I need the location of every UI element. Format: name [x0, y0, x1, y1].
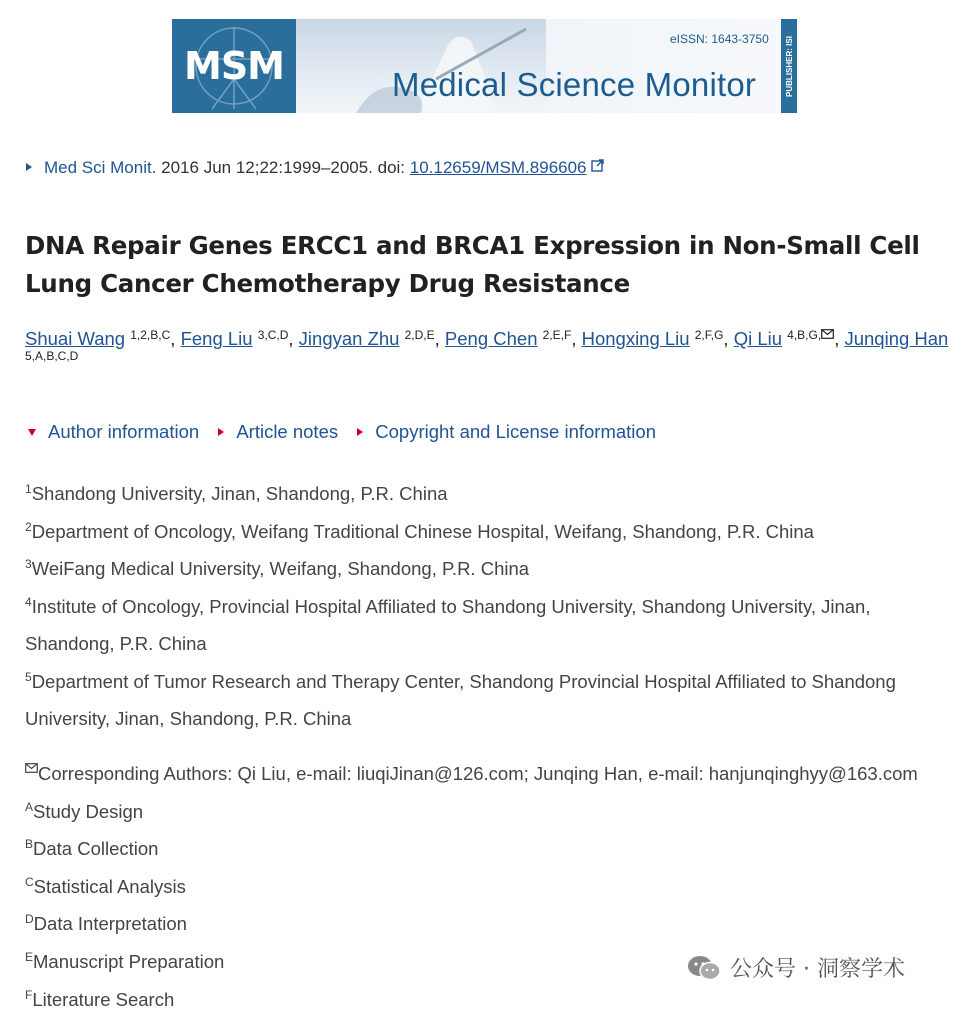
contribution-item: $^C$Statistical Analysis [25, 874, 186, 897]
contribution-item: $^D$Data Interpretation [25, 912, 187, 935]
contribution-item: $^F$Literature Search [25, 987, 175, 1010]
article-notes-toggle[interactable]: Article notes [218, 421, 338, 442]
journal-banner [172, 19, 797, 113]
author-link[interactable]: Junqing Han [844, 328, 949, 349]
triangle-down-icon [28, 429, 36, 436]
author-affiliation-sup: 1,2,B,C [130, 328, 171, 342]
affiliation-item: $^2$Department of Oncology, Weifang Traditional Chinese Hospital, Weifang, Shandong, P.R. China [25, 519, 814, 542]
issn-label: eISSN: 1643-3750 [670, 32, 769, 46]
triangle-right-icon [218, 428, 224, 436]
copyright-toggle[interactable]: Copyright and License information [357, 421, 656, 442]
affiliation-item: $^1$Shandong University, Jinan, Shandong, P.R. China [25, 482, 448, 504]
envelope-icon [25, 762, 38, 776]
author-link[interactable]: Shuai Wang [25, 328, 126, 349]
author-link[interactable]: Peng Chen [444, 328, 538, 349]
author-link[interactable]: Jingyan Zhu [298, 328, 400, 349]
affiliation-list [25, 475, 925, 738]
author-information-toggle[interactable]: Author information [28, 421, 199, 442]
author-link[interactable]: Qi Liu [733, 328, 783, 349]
publisher-strip: PUBLISHER: ISI [781, 19, 797, 113]
external-link-icon[interactable] [591, 157, 604, 177]
author-link[interactable]: Feng Liu [180, 328, 253, 349]
author-affiliation-sup: 5,A,B,C,D [25, 349, 79, 363]
envelope-icon[interactable] [821, 329, 834, 339]
author-link[interactable]: Hongxing Liu [581, 328, 690, 349]
triangle-right-icon [26, 163, 32, 171]
wechat-watermark: 公众号 · 洞察学术 [686, 952, 905, 983]
author-affiliation-sup: 4,B,G, [787, 328, 834, 342]
triangle-right-icon [357, 428, 363, 436]
affiliation-item: $^4$Institute of Oncology, Provincial Hospital Affiliated to Shandong University, Shandong University, Jinan, Shandong, P.R. China [25, 594, 871, 654]
doi-link[interactable]: 10.12659/MSM.896606 [409, 158, 587, 177]
wechat-icon [686, 954, 722, 982]
contribution-item: $^A$Study Design [25, 799, 144, 822]
affiliation-item: $^5$Department of Tumor Research and Therapy Center, Shandong Provincial Hospital Affiliated to Shandong University, Jinan, Shandong, P.R. China [25, 669, 896, 729]
citation-line [26, 158, 604, 178]
author-affiliation-sup: 2,E,F [542, 328, 572, 342]
author-list: Shuai Wang $^{1,2,B,C}$, Feng Liu $^{3,C,D}$, Jingyan Zhu $^{2,D,E}$, Peng Chen $^{2,E,F}$, Hongxing Liu $^{2,F,G}$, Qi Liu $^{4,B,G,}$ , Junqing Han 5,A,B,C,D [25, 324, 960, 366]
citation-details: . 2016 Jun 12;22:1999–2005. doi: [151, 158, 410, 177]
contribution-item: $^E$Manuscript Preparation [25, 949, 225, 972]
corresponding-authors: Corresponding Authors: Qi Liu, e-mail: liuqiJinan@126.com; Junqing Han, e-mail: hanjunqinghyy@163.com [25, 755, 965, 793]
author-affiliation-sup: 2,D,E [404, 328, 435, 342]
article-title: DNA Repair Genes ERCC1 and BRCA1 Expression in Non-Small Cell Lung Cancer Chemotherapy Drug Resistance [25, 231, 920, 298]
journal-link[interactable]: Med Sci Monit [44, 158, 152, 177]
article-info-links [28, 421, 670, 443]
affiliation-item: $^3$WeiFang Medical University, Weifang, Shandong, P.R. China [25, 557, 530, 579]
journal-name: Medical Science Monitor [392, 66, 757, 103]
msm-logo: MSM [172, 19, 296, 113]
contribution-item: $^B$Data Collection [25, 837, 159, 860]
author-affiliation-sup: 2,F,G [694, 328, 724, 342]
author-affiliation-sup: 3,C,D [257, 328, 289, 342]
